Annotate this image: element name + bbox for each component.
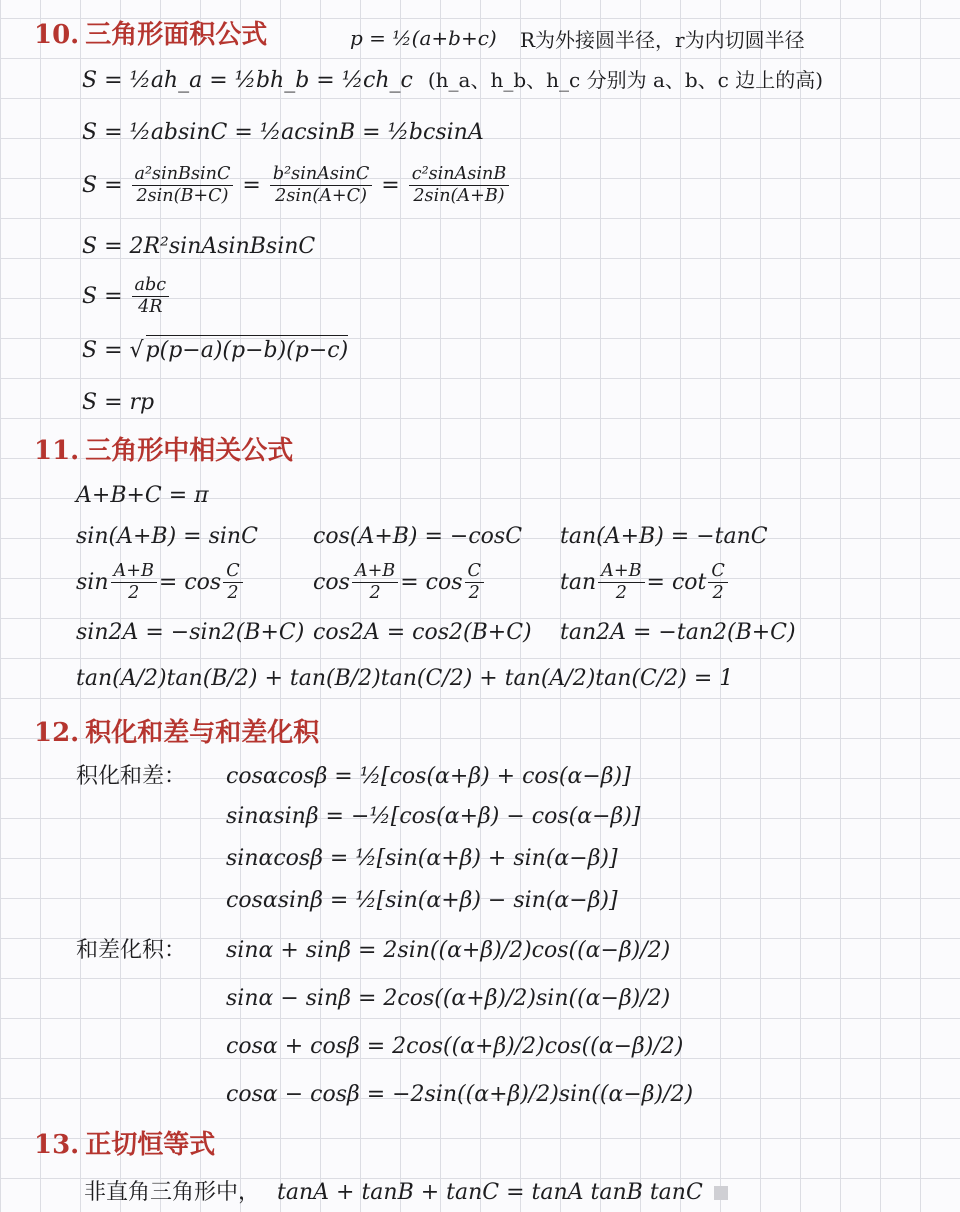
- fraction-2-numerator: b²sinAsinC: [270, 165, 372, 186]
- fraction-1-denominator: 2sin(B+C): [136, 186, 229, 207]
- fraction-abc-numerator: abc: [132, 276, 170, 297]
- half-c-fraction: [223, 562, 242, 604]
- area-height-note: (h_a、h_b、h_c 分别为 a、b、c 边上的高): [427, 68, 824, 92]
- tan-half-product-identity: tan(A/2)tan(B/2) + tan(B/2)tan(C/2) + tan(A/2)tan(C/2) = 1: [76, 666, 734, 691]
- half-c-fraction: [708, 562, 727, 604]
- half-ab-numerator: A+B: [598, 562, 644, 583]
- tangent-identity-label: 非直角三角形中，: [84, 1180, 261, 1205]
- sum-to-product-2: sinα − sinβ = 2cos((α+β)/2)sin((α−β)/2): [226, 986, 671, 1011]
- tan-half-eq: = cot: [646, 569, 707, 595]
- sin-sum-identity: sin(A+B) = sinC: [76, 524, 258, 549]
- sum-to-product-1: sinα + sinβ = 2sin((α+β)/2)cos((α−β)/2): [226, 938, 671, 963]
- section-12-number: 12.: [34, 718, 80, 748]
- tangent-identity-row: [84, 1182, 728, 1204]
- half-c-denominator: 2: [227, 583, 239, 604]
- product-to-sum-2: sinαsinβ = −½[cos(α+β) − cos(α−β)]: [226, 804, 641, 829]
- tan-half-identity: [560, 562, 730, 604]
- half-c-numerator: C: [223, 562, 242, 583]
- product-to-sum-3: sinαcosβ = ½[sin(α+β) + sin(α−β)]: [226, 846, 618, 871]
- tan-double-identity: tan2A = −tan2(B+C): [560, 620, 796, 645]
- area-height-formula: [82, 70, 823, 92]
- area-circumradius-formula: S = 2R²sinAsinBsinC: [82, 234, 316, 259]
- angle-sum-formula: A+B+C = π: [76, 483, 209, 508]
- edge-marker-icon: [714, 1186, 728, 1200]
- radius-note: R为外接圆半径，r为内切圆半径: [520, 28, 805, 52]
- half-angle-row: [76, 562, 730, 604]
- half-ab-fraction: [352, 562, 398, 604]
- fraction-2-denominator: 2sin(A+C): [275, 186, 367, 207]
- half-ab-denominator: 2: [615, 583, 627, 604]
- section-13-heading: [34, 1132, 215, 1158]
- cos-double-identity: cos2A = cos2(B+C): [313, 620, 532, 645]
- fraction-1: [132, 165, 234, 207]
- sqrt-sign: √: [129, 338, 144, 363]
- cos-half-identity: [313, 562, 553, 604]
- half-c-numerator: C: [708, 562, 727, 583]
- half-ab-numerator: A+B: [352, 562, 398, 583]
- area-height-formula-text: S = ½ah_a = ½bh_b = ½ch_c: [82, 68, 413, 93]
- product-to-sum-1: cosαcosβ = ½[cos(α+β) + cos(α−β)]: [226, 764, 631, 789]
- section-10-title: 三角形面积公式: [85, 20, 268, 50]
- area-sine-ratio-formula: S = $\frac{\text{a²sinBsinC}}{2\sin(B+C)}$ = $\frac{\text{b²sinAsinC}}{2\sin(A+C)}$ = $\frac{\text{c²sinAsinB}}{2\sin(A+B)}$: [82, 165, 511, 207]
- heron-lead: S =: [82, 338, 123, 363]
- section-13-title: 正切恒等式: [85, 1130, 216, 1160]
- section-12-title: 积化和差与和差化积: [85, 718, 320, 748]
- section-11-number: 11.: [34, 436, 80, 466]
- sum-to-product-4: cosα − cosβ = −2sin((α+β)/2)sin((α−β)/2): [226, 1082, 694, 1107]
- product-to-sum-4: cosαsinβ = ½[sin(α+β) − sin(α−β)]: [226, 888, 618, 913]
- half-c-denominator: 2: [712, 583, 724, 604]
- half-ab-fraction: [111, 562, 157, 604]
- heron-formula: [82, 340, 348, 362]
- area-sine-formula: S = ½absinC = ½acsinB = ½bcsinA: [82, 120, 484, 145]
- cos-half-eq: = cos: [400, 569, 463, 595]
- product-to-sum-label: 积化和差：: [76, 764, 187, 789]
- sin-half-fn: sin: [76, 569, 109, 595]
- section-12-heading: [34, 720, 319, 746]
- fraction-abc: [132, 276, 170, 318]
- semi-perimeter-note: p = ½(a+b+c): [350, 26, 497, 50]
- area-abc-formula: [82, 276, 171, 318]
- half-c-denominator: 2: [468, 583, 480, 604]
- fraction-1-numerator: a²sinBsinC: [132, 165, 234, 186]
- area-inradius-formula: S = rp: [82, 390, 155, 415]
- fraction-3-denominator: 2sin(A+B): [413, 186, 505, 207]
- tangent-identity-formula: tanA + tanB + tanC = tanA tanB tanC: [277, 1180, 703, 1205]
- sum-identities-row: [76, 526, 768, 548]
- sin-half-eq: = cos: [158, 569, 222, 595]
- double-angle-row: [76, 622, 796, 644]
- section-10-heading: [34, 22, 267, 48]
- sin-half-identity: [76, 562, 306, 604]
- sin-double-identity: sin2A = −sin2(B+C): [76, 620, 305, 645]
- half-ab-denominator: 2: [369, 583, 381, 604]
- fraction-3-numerator: c²sinAsinB: [409, 165, 510, 186]
- area-abc-lead: S =: [82, 283, 123, 309]
- section-11-heading: [34, 438, 293, 464]
- section-11-title: 三角形中相关公式: [85, 436, 294, 466]
- half-ab-fraction: [598, 562, 644, 604]
- tan-sum-identity: tan(A+B) = −tanC: [560, 524, 768, 549]
- sum-to-product-label: 和差化积：: [76, 938, 187, 963]
- sum-to-product-3: cosα + cosβ = 2cos((α+β)/2)cos((α−β)/2): [226, 1034, 684, 1059]
- cos-sum-identity: cos(A+B) = −cosC: [313, 524, 523, 549]
- fraction-3: [409, 165, 510, 207]
- tan-half-fn: tan: [560, 569, 597, 595]
- section-10-number: 10.: [34, 20, 80, 50]
- fraction-abc-denominator: 4R: [138, 297, 163, 318]
- section-13-number: 13.: [34, 1130, 80, 1160]
- heron-radicand: p(p−a)(p−b)(p−c): [146, 335, 349, 363]
- area-sine-ratio-lead: S =: [82, 172, 123, 198]
- half-ab-denominator: 2: [128, 583, 140, 604]
- half-c-fraction: [465, 562, 484, 604]
- fraction-2: [270, 165, 372, 207]
- half-ab-numerator: A+B: [111, 562, 157, 583]
- cos-half-fn: cos: [313, 569, 350, 595]
- half-c-numerator: C: [465, 562, 484, 583]
